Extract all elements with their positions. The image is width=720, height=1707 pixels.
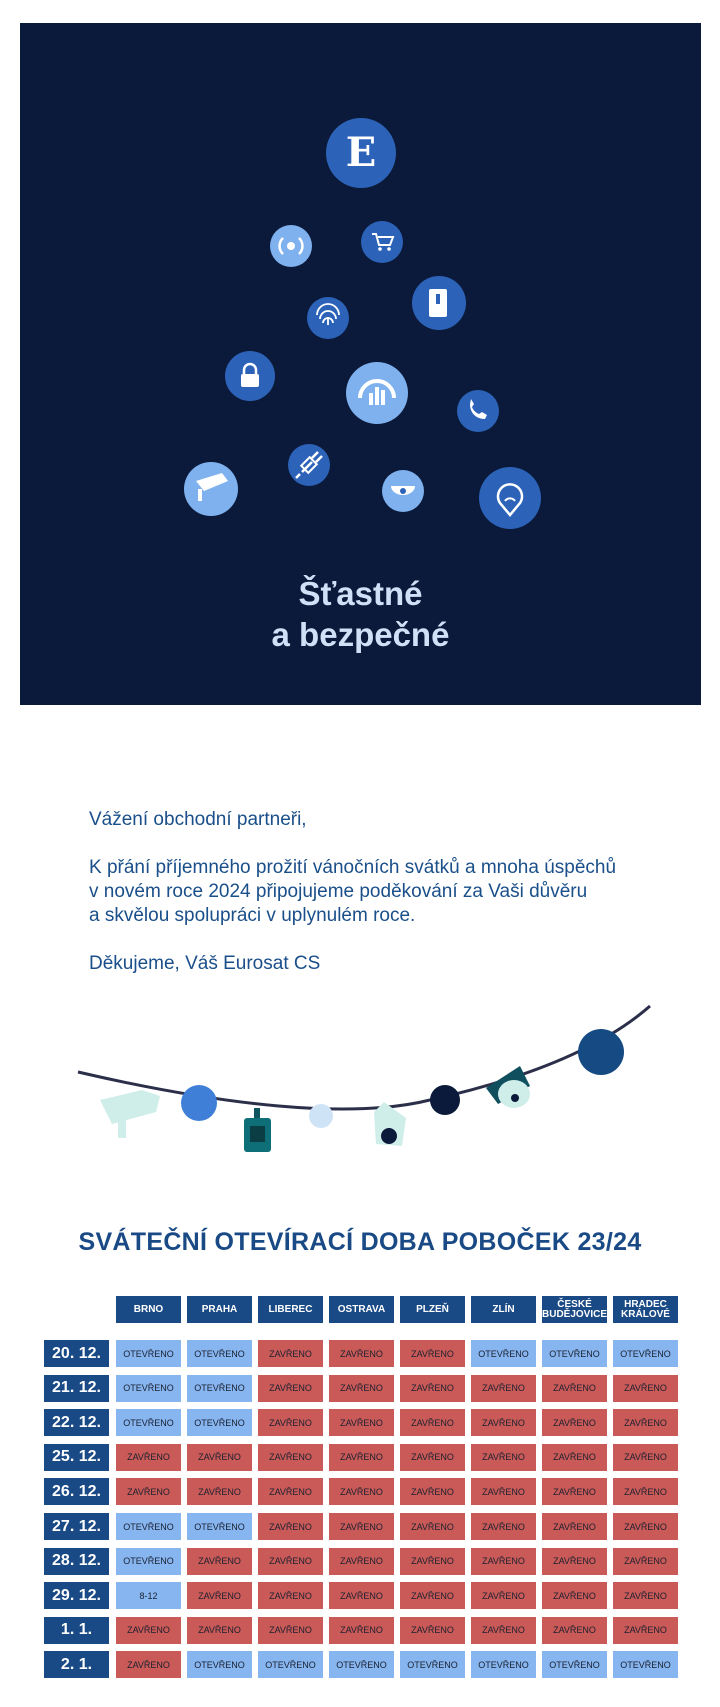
letter-line: a skvělou spolupráci v uplynulém roce.	[89, 905, 416, 926]
status-closed: ZAVŘENO	[400, 1513, 465, 1540]
hero-title-line1: Šťastné	[298, 575, 423, 612]
status-closed: ZAVŘENO	[613, 1617, 678, 1644]
status-closed: ZAVŘENO	[187, 1617, 252, 1644]
status-closed: ZAVŘENO	[613, 1375, 678, 1402]
status-closed: ZAVŘENO	[329, 1617, 394, 1644]
status-closed: ZAVŘENO	[258, 1340, 323, 1367]
location-pin-icon	[479, 467, 541, 529]
status-closed: ZAVŘENO	[329, 1340, 394, 1367]
branch-header: OSTRAVA	[329, 1296, 394, 1323]
status-closed: ZAVŘENO	[471, 1513, 536, 1540]
status-closed: ZAVŘENO	[471, 1375, 536, 1402]
letter-line: v novém roce 2024 připojujeme poděkování za Vaši důvěru	[89, 881, 588, 902]
status-open: OTEVŘENO	[116, 1513, 181, 1540]
status-closed: ZAVŘENO	[613, 1444, 678, 1471]
status-closed: ZAVŘENO	[400, 1617, 465, 1644]
status-closed: ZAVŘENO	[258, 1513, 323, 1540]
status-open: OTEVŘENO	[187, 1340, 252, 1367]
status-open: OTEVŘENO	[116, 1340, 181, 1367]
status-closed: ZAVŘENO	[329, 1375, 394, 1402]
status-open: OTEVŘENO	[613, 1340, 678, 1367]
status-open: 8-12	[116, 1582, 181, 1609]
padlock-icon	[225, 351, 275, 401]
wireless-sensor-icon	[270, 225, 312, 267]
status-closed: ZAVŘENO	[613, 1548, 678, 1575]
status-closed: ZAVŘENO	[542, 1478, 607, 1505]
status-closed: ZAVŘENO	[542, 1548, 607, 1575]
branch-header: LIBEREC	[258, 1296, 323, 1323]
status-open: OTEVŘENO	[258, 1651, 323, 1678]
logo-icon	[326, 118, 396, 188]
dome-camera-icon	[382, 470, 424, 512]
status-open: OTEVŘENO	[329, 1651, 394, 1678]
hero-title	[20, 573, 701, 655]
status-closed: ZAVŘENO	[471, 1444, 536, 1471]
status-closed: ZAVŘENO	[329, 1478, 394, 1505]
garland-string	[78, 1006, 650, 1109]
hero-title-line2: a bezpečné	[271, 616, 450, 653]
letter-line: K přání příjemného prožití vánočních svátků a mnoha úspěchů	[89, 857, 617, 878]
status-closed: ZAVŘENO	[400, 1444, 465, 1471]
status-closed: ZAVŘENO	[258, 1617, 323, 1644]
status-closed: ZAVŘENO	[116, 1478, 181, 1505]
status-closed: ZAVŘENO	[400, 1478, 465, 1505]
status-closed: ZAVŘENO	[329, 1582, 394, 1609]
status-open: OTEVŘENO	[400, 1651, 465, 1678]
status-closed: ZAVŘENO	[329, 1513, 394, 1540]
status-open: OTEVŘENO	[116, 1548, 181, 1575]
date-label: 29. 12.	[44, 1582, 109, 1609]
status-open: OTEVŘENO	[187, 1409, 252, 1436]
garland-illustration	[0, 990, 720, 1170]
status-closed: ZAVŘENO	[187, 1478, 252, 1505]
status-closed: ZAVŘENO	[542, 1444, 607, 1471]
fingerprint-icon	[307, 297, 349, 339]
date-label: 26. 12.	[44, 1478, 109, 1505]
letter-signature: Děkujeme, Váš Eurosat CS	[89, 953, 321, 974]
status-open: OTEVŘENO	[187, 1651, 252, 1678]
status-closed: ZAVŘENO	[542, 1513, 607, 1540]
status-closed: ZAVŘENO	[542, 1409, 607, 1436]
status-closed: ZAVŘENO	[329, 1409, 394, 1436]
status-closed: ZAVŘENO	[258, 1582, 323, 1609]
status-closed: ZAVŘENO	[400, 1340, 465, 1367]
status-closed: ZAVŘENO	[116, 1651, 181, 1678]
status-closed: ZAVŘENO	[542, 1617, 607, 1644]
date-label: 27. 12.	[44, 1513, 109, 1540]
date-label: 22. 12.	[44, 1409, 109, 1436]
status-closed: ZAVŘENO	[329, 1548, 394, 1575]
status-closed: ZAVŘENO	[542, 1375, 607, 1402]
sensor-ornament-icon	[244, 1108, 271, 1152]
status-closed: ZAVŘENO	[613, 1478, 678, 1505]
bullet-camera-ornament-icon	[486, 1066, 530, 1108]
date-label: 21. 12.	[44, 1375, 109, 1402]
branch-header: BRNO	[116, 1296, 181, 1323]
status-closed: ZAVŘENO	[258, 1409, 323, 1436]
status-closed: ZAVŘENO	[471, 1617, 536, 1644]
date-label: 20. 12.	[44, 1340, 109, 1367]
status-closed: ZAVŘENO	[258, 1444, 323, 1471]
status-closed: ZAVŘENO	[471, 1582, 536, 1609]
status-open: OTEVŘENO	[542, 1340, 607, 1367]
blue-ornament-icon	[181, 1085, 217, 1121]
letter-greeting: Vážení obchodní partneři,	[89, 809, 307, 830]
status-closed: ZAVŘENO	[613, 1409, 678, 1436]
status-closed: ZAVŘENO	[471, 1548, 536, 1575]
camera-ornament-icon	[100, 1090, 160, 1138]
status-closed: ZAVŘENO	[258, 1478, 323, 1505]
branch-header: PRAHA	[187, 1296, 252, 1323]
status-closed: ZAVŘENO	[258, 1375, 323, 1402]
shopping-cart-icon	[361, 221, 403, 263]
branch-header: ZLÍN	[471, 1296, 536, 1323]
letter-body	[89, 856, 689, 928]
status-closed: ZAVŘENO	[258, 1548, 323, 1575]
status-open: OTEVŘENO	[471, 1340, 536, 1367]
status-closed: ZAVŘENO	[329, 1444, 394, 1471]
branch-header: PLZEŇ	[400, 1296, 465, 1323]
branch-header: ČESKÉ BUDĚJOVICE	[542, 1296, 607, 1323]
status-open: OTEVŘENO	[187, 1513, 252, 1540]
status-open: OTEVŘENO	[116, 1375, 181, 1402]
status-open: OTEVŘENO	[542, 1651, 607, 1678]
date-label: 28. 12.	[44, 1548, 109, 1575]
big-ornament-icon	[578, 1029, 624, 1075]
navy-ornament-icon	[430, 1085, 460, 1115]
status-closed: ZAVŘENO	[400, 1375, 465, 1402]
status-closed: ZAVŘENO	[400, 1409, 465, 1436]
light-ornament-icon	[309, 1104, 333, 1128]
branch-header: HRADEC KRÁLOVÉ	[613, 1296, 678, 1323]
status-closed: ZAVŘENO	[116, 1617, 181, 1644]
status-closed: ZAVŘENO	[400, 1548, 465, 1575]
date-label: 25. 12.	[44, 1444, 109, 1471]
signal-chart-icon	[346, 362, 408, 424]
status-open: OTEVŘENO	[187, 1375, 252, 1402]
date-label: 2. 1.	[44, 1651, 109, 1678]
status-closed: ZAVŘENO	[613, 1513, 678, 1540]
dome-ornament-icon	[374, 1102, 406, 1146]
hero-banner	[20, 23, 701, 705]
status-closed: ZAVŘENO	[400, 1582, 465, 1609]
status-open: OTEVŘENO	[613, 1651, 678, 1678]
status-closed: ZAVŘENO	[116, 1444, 181, 1471]
status-open: OTEVŘENO	[116, 1409, 181, 1436]
phone-icon	[457, 390, 499, 432]
plug-icon	[288, 444, 330, 486]
status-closed: ZAVŘENO	[471, 1409, 536, 1436]
door-lock-icon	[412, 276, 466, 330]
date-label: 1. 1.	[44, 1617, 109, 1644]
status-closed: ZAVŘENO	[542, 1582, 607, 1609]
security-camera-icon	[184, 462, 238, 516]
hours-title: SVÁTEČNÍ OTEVÍRACÍ DOBA POBOČEK 23/24	[78, 1228, 642, 1256]
letter-text	[89, 808, 689, 976]
status-closed: ZAVŘENO	[471, 1478, 536, 1505]
status-open: OTEVŘENO	[471, 1651, 536, 1678]
status-closed: ZAVŘENO	[187, 1548, 252, 1575]
status-closed: ZAVŘENO	[187, 1582, 252, 1609]
status-closed: ZAVŘENO	[187, 1444, 252, 1471]
status-closed: ZAVŘENO	[613, 1582, 678, 1609]
svg-text:E: E	[345, 129, 377, 176]
